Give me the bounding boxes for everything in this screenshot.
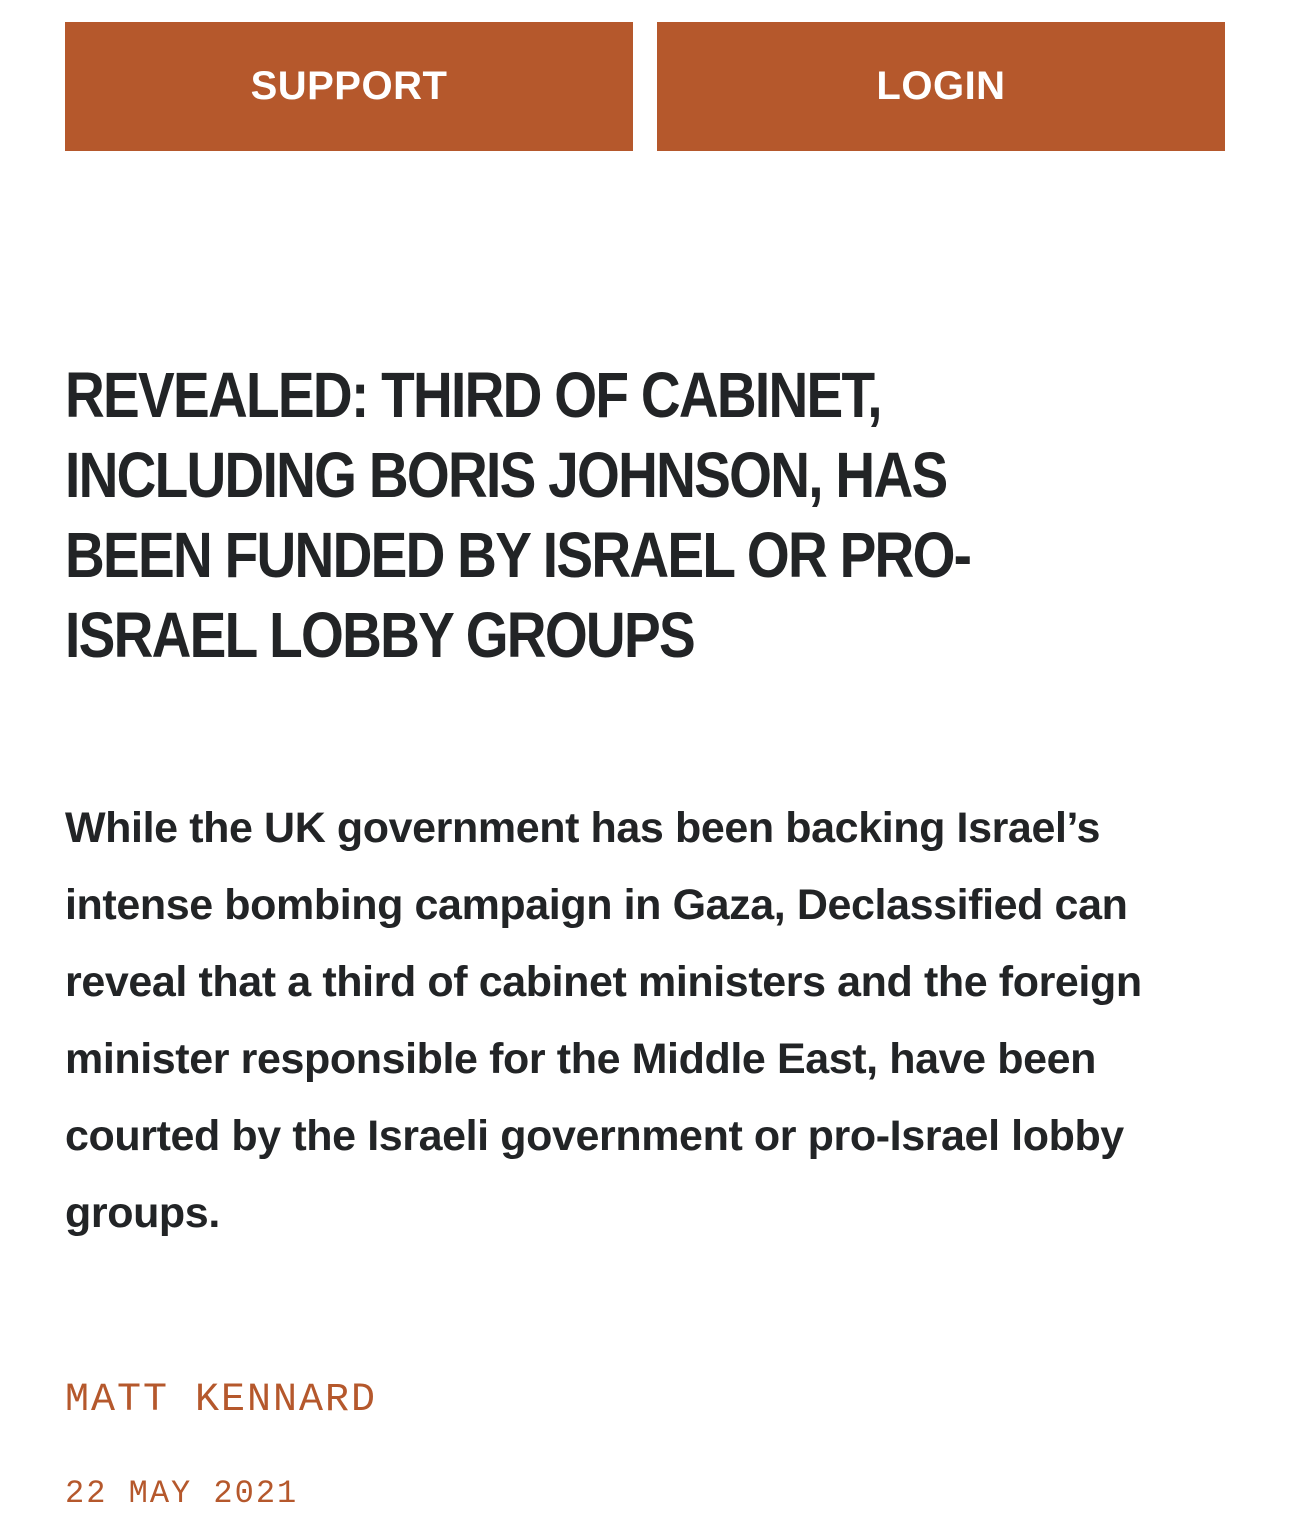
publish-date: 22 MAY 2021 xyxy=(65,1475,299,1512)
article-standfirst: While the UK government has been backing Israel’s intense bombing campaign in Gaza, Declassified can reveal that a third of cabinet ministers and the foreign minister responsible for the Middle East, have been courted by the Israeli government or pro-Israel lobby groups. xyxy=(65,804,1142,1237)
author-byline[interactable]: MATT KENNARD xyxy=(65,1378,378,1423)
article-headline: REVEALED: THIRD OF CABINET, INCLUDING BORIS JOHNSON, HAS BEEN FUNDED BY ISRAEL OR PRO- ISRAEL LOBBY GROUPS xyxy=(65,359,971,671)
support-button[interactable]: SUPPORT xyxy=(65,22,633,151)
login-button[interactable]: LOGIN xyxy=(657,22,1225,151)
top-action-bar xyxy=(65,22,1225,151)
